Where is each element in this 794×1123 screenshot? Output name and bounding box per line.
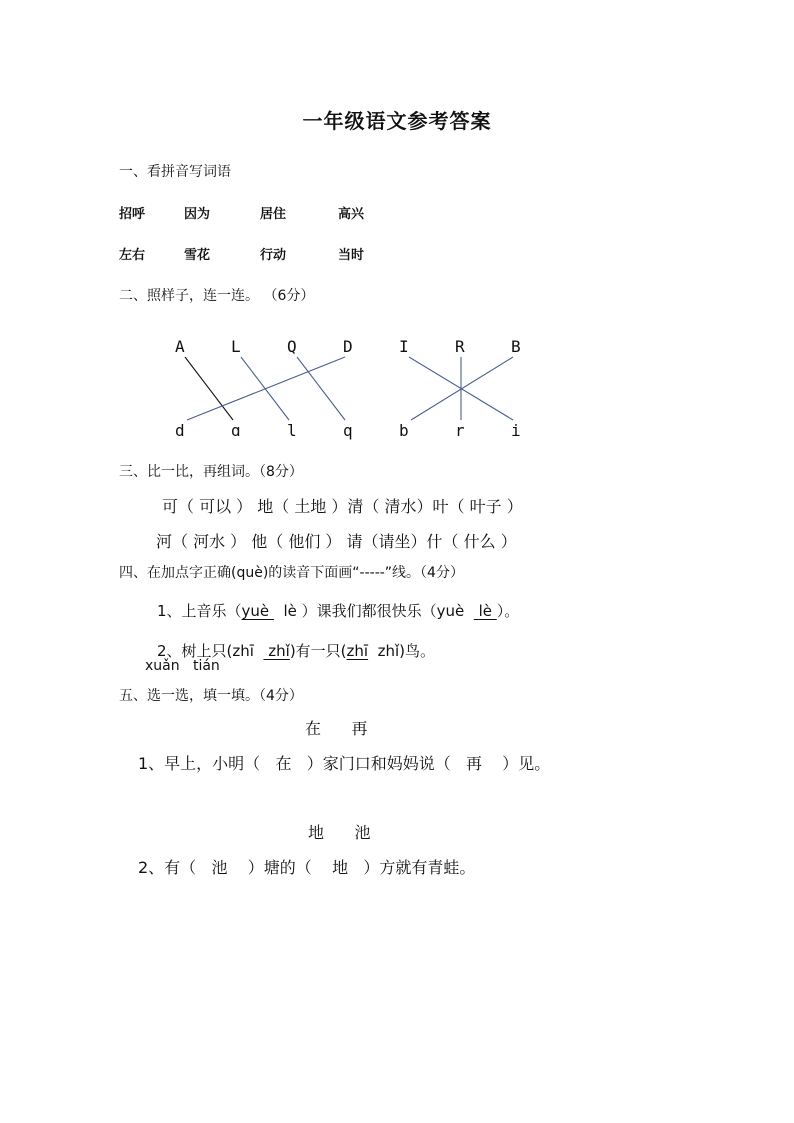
top-letter: B (511, 337, 521, 356)
section-4-heading: 四、在加点字正确(què)的读音下面画“-----”线。（4分） (119, 565, 464, 581)
page-title: 一年级语文参考答案 (302, 109, 492, 133)
top-letter: R (455, 337, 465, 356)
compare-row-1: 可（ 可以 ） 地（ 土地 ）清（ 清水）叶（ 叶子 ） (162, 497, 523, 516)
top-letter: I (399, 337, 409, 356)
section-5-heading: 五、选一选，填一填。（4分） (119, 688, 303, 704)
answer-word: 因为 (184, 207, 211, 222)
top-letter: D (343, 337, 353, 356)
text: 2、树上只(zhī (157, 642, 264, 660)
bottom-letter: b (399, 421, 409, 440)
choice-options-1: 在 再 (305, 719, 368, 738)
text: 1、上音乐（ (157, 602, 242, 620)
top-letter: Q (287, 337, 297, 356)
bottom-letter: q (343, 421, 353, 440)
top-letter: L (231, 337, 241, 356)
bottom-letter: ɑ (231, 421, 241, 440)
bottom-letter: d (175, 421, 185, 440)
answer-word: 高兴 (338, 207, 365, 222)
answer-word: 雪花 (184, 248, 211, 263)
answer-word: 左右 (119, 248, 146, 263)
underlined-answer: zhī (346, 642, 369, 660)
underlined-answer: lè (473, 602, 497, 620)
pinyin-line-1 (157, 600, 519, 621)
answer-word: 当时 (338, 248, 365, 263)
answer-word: 居住 (260, 207, 287, 222)
answer-word: 招呼 (119, 207, 146, 222)
bottom-letter: r (455, 421, 465, 440)
answer-word: 行动 (260, 248, 287, 263)
pinyin-line-3: xuǎn tián (145, 658, 220, 674)
underlined-answer: zhǐ (263, 642, 290, 660)
fill-question-2: 2、有（ 池 ）塘的（ 地 ）方就有青蛙。 (138, 858, 476, 877)
bottom-letter: i (511, 421, 521, 440)
compare-row-2: 河（ 河水 ） 他（ 他们 ） 请（请坐）什（ 什么 ） (156, 532, 517, 551)
text: zhǐ)鸟。 (368, 642, 436, 660)
section-3-heading: 三、比一比，再组词。（8分） (119, 464, 303, 480)
section-2-heading: 二、照样子，连一连。 （6分） (119, 288, 315, 304)
top-letter: A (175, 337, 185, 356)
text: )有一只( (289, 642, 347, 660)
match-line (185, 357, 233, 420)
choice-options-2: 地 池 (308, 823, 371, 842)
underlined-answer: yuè (241, 602, 274, 620)
fill-question-1: 1、早上，小明（ 在 ）家门口和妈妈说（ 再 ）见。 (138, 754, 551, 773)
section-1-heading: 一、看拼音写词语 (119, 164, 231, 180)
text: lè ）课我们都很快乐（yuè (273, 602, 474, 620)
text: ）。 (496, 602, 520, 620)
bottom-letter: l (287, 421, 297, 440)
